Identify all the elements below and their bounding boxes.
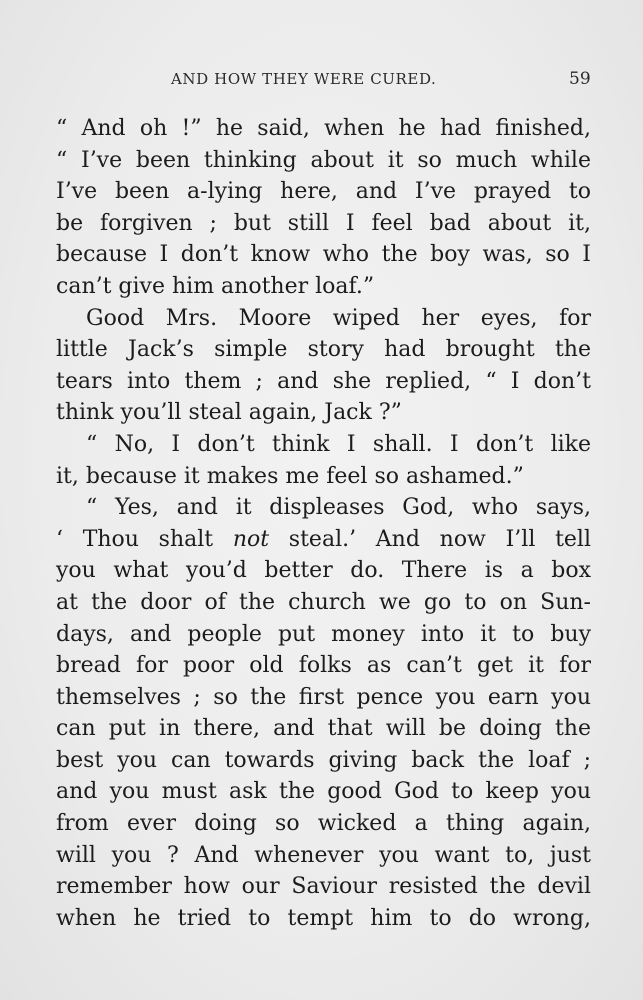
text-line: when he tried to tempt him to do wrong, bbox=[56, 905, 591, 931]
text-line: tears into them ; and she replied, “ I don’t bbox=[56, 368, 591, 394]
text-line: it, because it makes me feel so ashamed.” bbox=[56, 463, 524, 489]
text-line: “ No, I don’t think I shall. I don’t like bbox=[86, 431, 591, 457]
text-line: be forgiven ; but still I feel bad about it, bbox=[56, 210, 591, 236]
emphasized-word: not bbox=[232, 526, 270, 552]
text-line: remember how our Saviour resisted the devil bbox=[56, 874, 591, 900]
body-text bbox=[56, 113, 591, 934]
text-line: Good Mrs. Moore wiped her eyes, for bbox=[86, 305, 591, 331]
text-line: and you must ask the good God to keep you bbox=[56, 779, 591, 805]
text-line: think you’ll steal again, Jack ?” bbox=[56, 400, 402, 426]
text-segment: steal.’ And now I’ll tell bbox=[269, 526, 591, 552]
running-head: AND HOW THEY WERE CURED. bbox=[171, 70, 437, 88]
text-line: can put in there, and that will be doing the bbox=[56, 716, 591, 742]
text-line: themselves ; so the first pence you earn you bbox=[56, 684, 591, 710]
text-line: can’t give him another loaf.” bbox=[56, 273, 375, 299]
text-line: because I don’t know who the boy was, so I bbox=[56, 242, 591, 268]
text-line: bread for poor old folks as can’t get it for bbox=[56, 653, 591, 679]
text-line: “ I’ve been thinking about it so much while bbox=[56, 147, 591, 173]
text-line: “ And oh !” he said, when he had finished, bbox=[56, 116, 591, 141]
text-line: at the door of the church we go to on Sun- bbox=[56, 589, 591, 615]
text-segment: ‘ Thou shalt bbox=[56, 526, 233, 552]
text-line-with-emphasis bbox=[56, 524, 591, 556]
text-line: I’ve been a-lying here, and I’ve prayed to bbox=[56, 179, 591, 205]
text-line: days, and people put money into it to buy bbox=[56, 621, 591, 647]
page-header bbox=[0, 66, 643, 96]
text-line: “ Yes, and it displeases God, who says, bbox=[86, 495, 591, 521]
text-line: you what you’d better do. There is a box bbox=[56, 558, 591, 584]
text-line: from ever doing so wicked a thing again, bbox=[56, 811, 591, 837]
page-number: 59 bbox=[569, 69, 591, 89]
text-line: will you ? And whenever you want to, just bbox=[56, 842, 591, 868]
text-line: little Jack’s simple story had brought the bbox=[56, 337, 591, 363]
text-line: best you can towards giving back the loaf ; bbox=[56, 747, 591, 773]
